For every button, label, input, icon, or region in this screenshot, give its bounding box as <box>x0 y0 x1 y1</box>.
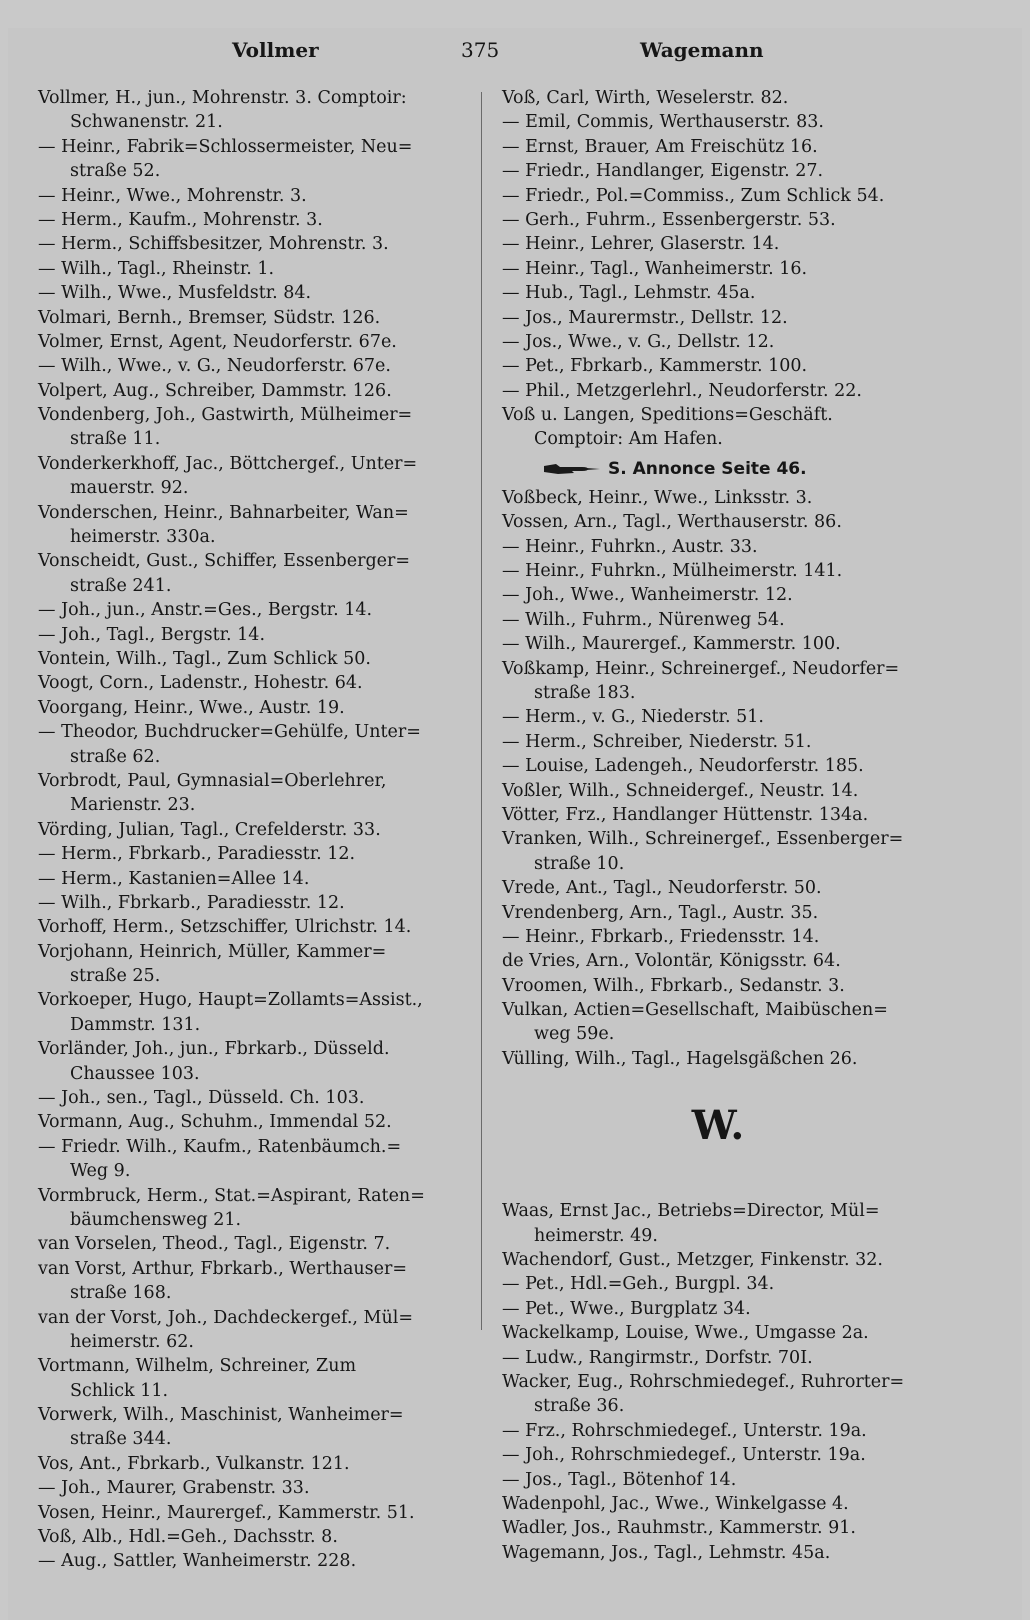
directory-entry: — Herm., Schiffsbesitzer, Mohrenstr. 3. <box>38 234 389 255</box>
directory-entry: Volmari, Bernh., Bremser, Südstr. 126. <box>38 307 381 328</box>
entry-continuation: Chaussee 103. <box>70 1063 200 1084</box>
directory-entry: Voßkamp, Heinr., Schreinergef., Neudorfer= <box>502 658 900 679</box>
directory-entry: Wacker, Eug., Rohrschmiedegef., Ruhrorter= <box>502 1371 905 1392</box>
entry-continuation: straße 11. <box>70 429 161 450</box>
directory-entry: — Wilh., Fbrkarb., Paradiesstr. 12. <box>38 892 345 913</box>
entry-continuation: Marienstr. 23. <box>70 795 196 816</box>
right-column-bottom-entries <box>502 1199 934 1565</box>
directory-entry: — Frz., Rohrschmiedegef., Unterstr. 19a. <box>502 1420 867 1441</box>
directory-entry: Voßler, Wilh., Schneidergef., Neustr. 14. <box>502 780 859 801</box>
directory-entry: Wachendorf, Gust., Metzger, Finkenstr. 32. <box>502 1250 883 1271</box>
directory-entry: Vortmann, Wilhelm, Schreiner, Zum <box>38 1356 357 1377</box>
directory-entry: Waas, Ernst Jac., Betriebs=Director, Mül= <box>502 1201 880 1222</box>
entry-continuation: straße 52. <box>70 161 161 182</box>
directory-entry: — Wilh., Fuhrm., Nürenweg 54. <box>502 609 785 630</box>
directory-entry: Vorjohann, Heinrich, Müller, Kammer= <box>38 941 387 962</box>
directory-entry: Voßbeck, Heinr., Wwe., Linksstr. 3. <box>502 487 813 508</box>
directory-entry: — Herm., Fbrkarb., Paradiesstr. 12. <box>38 844 356 865</box>
directory-entry: van der Vorst, Joh., Dachdeckergef., Mül= <box>38 1307 413 1328</box>
directory-entry: Wadenpohl, Jac., Wwe., Winkelgasse 4. <box>502 1493 849 1514</box>
directory-entry: — Aug., Sattler, Wanheimerstr. 228. <box>38 1551 357 1572</box>
directory-entry: — Ernst, Brauer, Am Freischütz 16. <box>502 136 818 157</box>
directory-entry: Volpert, Aug., Schreiber, Dammstr. 126. <box>38 380 392 401</box>
directory-entry: Vorkoeper, Hugo, Haupt=Zollamts=Assist., <box>38 990 423 1011</box>
directory-entry: — Herm., v. G., Niederstr. 51. <box>502 707 764 728</box>
directory-entry: Vörding, Julian, Tagl., Crefelderstr. 33. <box>38 819 381 840</box>
entry-continuation: mauerstr. 92. <box>70 478 189 499</box>
directory-entry: — Joh., Rohrschmiedegef., Unterstr. 19a. <box>502 1445 866 1466</box>
directory-entry: — Louise, Ladengeh., Neudorferstr. 185. <box>502 756 864 777</box>
directory-entry: — Gerh., Fuhrm., Essenbergerstr. 53. <box>502 209 836 230</box>
directory-entry: Vormann, Aug., Schuhm., Immendal 52. <box>38 1112 392 1133</box>
directory-entry: Vroomen, Wilh., Fbrkarb., Sedanstr. 3. <box>502 975 845 996</box>
directory-entry: Vorbrodt, Paul, Gymnasial=Oberlehrer, <box>38 770 387 791</box>
directory-entry: — Wilh., Wwe., v. G., Neudorferstr. 67e. <box>38 356 391 377</box>
header-left-keyword: Vollmer <box>232 38 319 62</box>
directory-entry: Vossen, Arn., Tagl., Werthauserstr. 86. <box>502 512 842 533</box>
directory-entry: — Wilh., Maurergef., Kammerstr. 100. <box>502 634 841 655</box>
directory-entry: — Hub., Tagl., Lehmstr. 45a. <box>502 283 756 304</box>
directory-entry: Vormbruck, Herm., Stat.=Aspirant, Raten= <box>38 1185 425 1206</box>
directory-entry: — Ludw., Rangirmstr., Dorfstr. 70I. <box>502 1347 813 1368</box>
right-column <box>502 86 934 1565</box>
directory-entry: van Vorselen, Theod., Tagl., Eigenstr. 7. <box>38 1234 391 1255</box>
directory-entry: — Pet., Hdl.=Geh., Burgpl. 34. <box>502 1274 775 1295</box>
directory-entry: — Theodor, Buchdrucker=Gehülfe, Unter= <box>38 722 421 743</box>
directory-entry: — Wilh., Wwe., Musfeldstr. 84. <box>38 283 312 304</box>
directory-entry: — Herm., Kaufm., Mohrenstr. 3. <box>38 209 323 230</box>
directory-entry: Vosen, Heinr., Maurergef., Kammerstr. 51. <box>38 1502 415 1523</box>
directory-entry: — Emil, Commis, Werthauserstr. 83. <box>502 112 824 133</box>
entry-continuation: straße 25. <box>70 966 161 987</box>
entry-continuation: heimerstr. 49. <box>534 1225 658 1246</box>
directory-entry: — Herm., Schreiber, Niederstr. 51. <box>502 731 812 752</box>
entry-continuation: heimerstr. 62. <box>70 1331 194 1352</box>
directory-entry: — Pet., Wwe., Burgplatz 34. <box>502 1298 751 1319</box>
entry-continuation: straße 168. <box>70 1283 172 1304</box>
directory-entry: Wagemann, Jos., Tagl., Lehmstr. 45a. <box>502 1542 831 1563</box>
directory-entry: Wadler, Jos., Rauhmstr., Kammerstr. 91. <box>502 1518 856 1539</box>
directory-entry: Vorwerk, Wilh., Maschinist, Wanheimer= <box>38 1405 404 1426</box>
header-right-keyword: Wagemann <box>640 38 764 62</box>
directory-entry: — Herm., Kastanien=Allee 14. <box>38 868 310 889</box>
directory-entry: — Heinr., Wwe., Mohrenstr. 3. <box>38 185 307 206</box>
directory-entry: Voorgang, Heinr., Wwe., Austr. 19. <box>38 697 345 718</box>
directory-entry: Vorhoff, Herm., Setzschiffer, Ulrichstr. 14. <box>38 917 412 938</box>
directory-entry: van Vorst, Arthur, Fbrkarb., Werthauser= <box>38 1258 408 1279</box>
directory-entry: — Phil., Metzgerlehrl., Neudorferstr. 22. <box>502 380 862 401</box>
entry-continuation: bäumchensweg 21. <box>70 1209 242 1230</box>
directory-entry: Vontein, Wilh., Tagl., Zum Schlick 50. <box>38 648 371 669</box>
directory-entry: — Joh., jun., Anstr.=Ges., Bergstr. 14. <box>38 600 373 621</box>
directory-entry: — Joh., Wwe., Wanheimerstr. 12. <box>502 585 793 606</box>
page-header <box>0 38 1030 68</box>
directory-entry: Vrede, Ant., Tagl., Neudorferstr. 50. <box>502 878 822 899</box>
directory-entry: Vonscheidt, Gust., Schiffer, Essenberger= <box>38 551 411 572</box>
directory-entry: Volmer, Ernst, Agent, Neudorferstr. 67e. <box>38 331 397 352</box>
entry-continuation: weg 59e. <box>534 1024 615 1045</box>
directory-entry: Vulkan, Actien=Gesellschaft, Maibüschen= <box>502 1000 888 1021</box>
directory-entry: — Friedr., Handlanger, Eigenstr. 27. <box>502 161 824 182</box>
directory-entry: Vrendenberg, Arn., Tagl., Austr. 35. <box>502 902 819 923</box>
directory-entry: — Joh., Tagl., Bergstr. 14. <box>38 624 266 645</box>
directory-entry: Voß, Alb., Hdl.=Geh., Dachsstr. 8. <box>38 1527 338 1548</box>
entry-continuation: straße 36. <box>534 1396 625 1417</box>
right-column-top-entries <box>502 86 934 452</box>
entry-continuation: straße 62. <box>70 746 161 767</box>
directory-entry: — Heinr., Fbrkarb., Friedensstr. 14. <box>502 926 820 947</box>
section-letter-heading: W. <box>691 1102 745 1150</box>
directory-entry: — Heinr., Fabrik=Schlossermeister, Neu= <box>38 136 413 157</box>
entry-continuation: Schlick 11. <box>70 1380 169 1401</box>
directory-entry: Vonderkerkhoff, Jac., Böttchergef., Unter= <box>38 453 418 474</box>
right-column-mid-entries <box>502 486 934 1071</box>
directory-entry: Vranken, Wilh., Schreinergef., Essenberger= <box>502 829 904 850</box>
entry-continuation: Schwanenstr. 21. <box>70 112 223 133</box>
directory-entry: Vos, Ant., Fbrkarb., Vulkanstr. 121. <box>38 1453 350 1474</box>
entry-continuation: Comptoir: Am Hafen. <box>534 429 723 450</box>
directory-entry: Vondenberg, Joh., Gastwirth, Mülheimer= <box>38 405 413 426</box>
directory-entry: — Pet., Fbrkarb., Kammerstr. 100. <box>502 356 808 377</box>
directory-entry: — Heinr., Lehrer, Glaserstr. 14. <box>502 234 780 255</box>
entry-continuation: straße 183. <box>534 682 636 703</box>
pointing-hand-icon <box>542 462 602 476</box>
entry-continuation: heimerstr. 330a. <box>70 527 216 548</box>
directory-entry: — Jos., Wwe., v. G., Dellstr. 12. <box>502 331 775 352</box>
directory-entry: — Joh., Maurer, Grabenstr. 33. <box>38 1478 310 1499</box>
entry-continuation: Dammstr. 131. <box>70 1014 201 1035</box>
entry-continuation: straße 241. <box>70 575 172 596</box>
directory-entry: — Jos., Tagl., Bötenhof 14. <box>502 1469 737 1490</box>
directory-entry: — Heinr., Fuhrkn., Austr. 33. <box>502 536 758 557</box>
directory-entry: — Jos., Maurermstr., Dellstr. 12. <box>502 307 788 328</box>
directory-entry: — Joh., sen., Tagl., Düsseld. Ch. 103. <box>38 1088 365 1109</box>
left-column <box>38 86 480 1574</box>
annonce-text: S. Annonce Seite 46. <box>608 458 807 479</box>
entry-continuation: straße 344. <box>70 1429 172 1450</box>
directory-entry: Vülling, Wilh., Tagl., Hagelsgäßchen 26. <box>502 1048 858 1069</box>
directory-entry: Vötter, Frz., Handlanger Hüttenstr. 134a. <box>502 804 869 825</box>
directory-entry: Vollmer, H., jun., Mohrenstr. 3. Comptoir: <box>38 88 407 108</box>
annonce-reference <box>502 452 934 486</box>
entry-continuation: straße 10. <box>534 853 625 874</box>
directory-entry: Voß u. Langen, Speditions=Geschäft. <box>502 405 833 426</box>
directory-entry: Voß, Carl, Wirth, Weselerstr. 82. <box>502 88 789 108</box>
directory-entry: — Heinr., Fuhrkn., Mülheimerstr. 141. <box>502 561 843 582</box>
directory-entry: — Wilh., Tagl., Rheinstr. 1. <box>38 258 275 279</box>
column-divider <box>481 92 482 1330</box>
directory-entry: Wackelkamp, Louise, Wwe., Umgasse 2a. <box>502 1323 869 1344</box>
directory-entry: — Heinr., Tagl., Wanheimerstr. 16. <box>502 258 808 279</box>
directory-entry: — Friedr., Pol.=Commiss., Zum Schlick 54. <box>502 185 885 206</box>
directory-entry: Vorländer, Joh., jun., Fbrkarb., Düsseld. <box>38 1039 390 1060</box>
entry-continuation: Weg 9. <box>70 1161 131 1182</box>
directory-entry: Vonderschen, Heinr., Bahnarbeiter, Wan= <box>38 502 409 523</box>
page-number: 375 <box>461 38 500 62</box>
directory-entry: de Vries, Arn., Volontär, Königsstr. 64. <box>502 951 841 972</box>
directory-entry: Voogt, Corn., Ladenstr., Hohestr. 64. <box>38 673 363 694</box>
directory-entry: — Friedr. Wilh., Kaufm., Ratenbäumch.= <box>38 1136 402 1157</box>
